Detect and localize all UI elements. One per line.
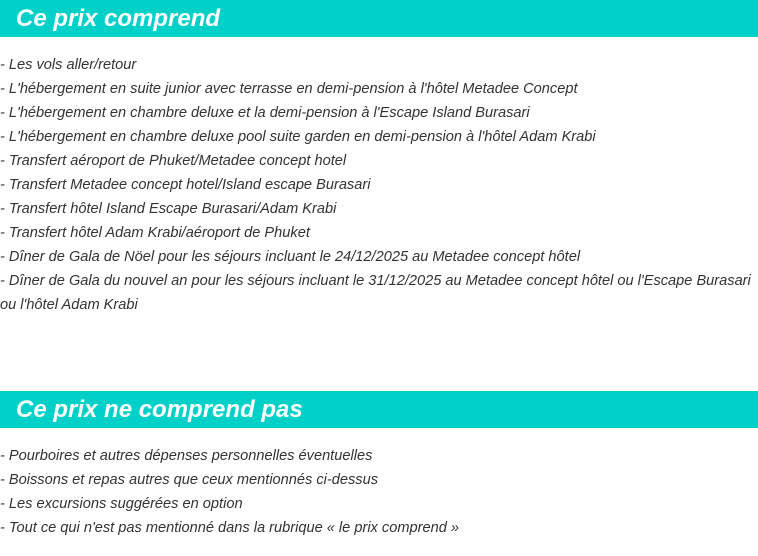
list-item: - Boissons et repas autres que ceux mentionnés ci-dessus	[0, 472, 379, 488]
included-heading: Ce prix comprend	[0, 0, 758, 37]
list-item: - Transfert Metadee concept hotel/Island escape Burasari	[0, 177, 371, 193]
list-item: - Transfert hôtel Adam Krabi/aéroport de Phuket	[0, 225, 310, 241]
list-item: - Tout ce qui n'est pas mentionné dans la rubrique « le prix comprend »	[0, 520, 459, 536]
excluded-list	[0, 444, 758, 540]
list-item: - Les vols aller/retour	[0, 57, 137, 73]
list-item: - L'hébergement en chambre deluxe pool suite garden en demi-pension à l'hôtel Adam Krabi	[0, 129, 596, 145]
list-item: - Transfert hôtel Island Escape Burasari/Adam Krabi	[0, 201, 337, 217]
excluded-section	[0, 391, 758, 540]
list-item: - Dîner de Gala de Nöel pour les séjours incluant le 24/12/2025 au Metadee concept hôtel	[0, 249, 581, 265]
list-item: - L'hébergement en suite junior avec terrasse en demi-pension à l'hôtel Metadee Concept	[0, 81, 578, 97]
included-list	[0, 53, 758, 317]
list-item: - Dîner de Gala du nouvel an pour les séjours incluant le 31/12/2025 au Metadee concept hôtel ou l'Escape Burasari ou l'hôtel Adam Krabi	[0, 273, 751, 313]
list-item: - Pourboires et autres dépenses personnelles éventuelles	[0, 448, 373, 464]
excluded-heading: Ce prix ne comprend pas	[0, 391, 758, 428]
list-item: - L'hébergement en chambre deluxe et la demi-pension à l'Escape Island Burasari	[0, 105, 530, 121]
list-item: - Transfert aéroport de Phuket/Metadee concept hotel	[0, 153, 347, 169]
list-item: - Les excursions suggérées en option	[0, 496, 243, 512]
